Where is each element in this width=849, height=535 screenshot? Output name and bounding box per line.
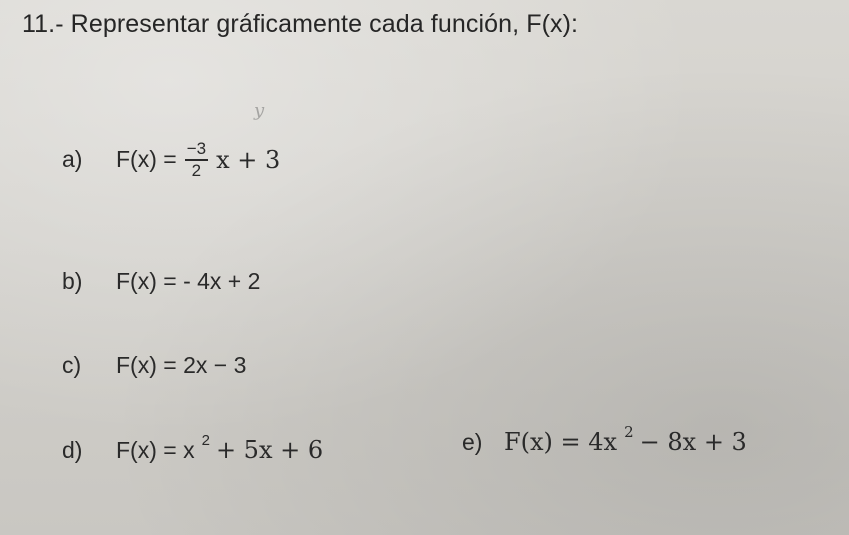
item-d-rest: + 5x + 6 — [215, 436, 324, 464]
item-d-label: d) — [62, 436, 83, 463]
item-c-label: c) — [62, 352, 82, 378]
item-d-expression — [116, 431, 324, 464]
item-a-lhs: F(x) = — [116, 146, 177, 173]
item-a-denominator: 2 — [191, 160, 202, 180]
item-c-expression: F(x) = 2x − 3 — [116, 352, 247, 378]
item-a-label: a) — [62, 146, 83, 173]
item-e-label: e) — [462, 428, 483, 455]
item-a-expression — [116, 140, 280, 180]
item-e-exponent: 2 — [624, 423, 634, 441]
item-d-exponent: 2 — [201, 431, 210, 449]
item-c — [62, 352, 246, 379]
item-d-lhs: F(x) = x — [116, 436, 195, 463]
item-d — [62, 431, 324, 464]
item-b-label: b) — [62, 268, 83, 294]
item-b-expression: F(x) = - 4x + 2 — [116, 268, 261, 294]
item-e-rest: − 8x + 3 — [639, 428, 747, 456]
item-a-numerator: −3 — [185, 140, 208, 161]
item-e-lhs: F(x) = 4x — [504, 428, 618, 456]
item-e-expression — [504, 423, 747, 456]
item-a-rest: x + 3 — [216, 145, 281, 174]
pencil-mark: y — [254, 100, 265, 121]
item-a — [62, 140, 280, 180]
item-e — [462, 423, 747, 456]
item-b — [62, 268, 260, 295]
exercise-title: 11.- Representar gráficamente cada función, F(x): — [22, 10, 579, 38]
item-a-fraction — [185, 140, 208, 180]
